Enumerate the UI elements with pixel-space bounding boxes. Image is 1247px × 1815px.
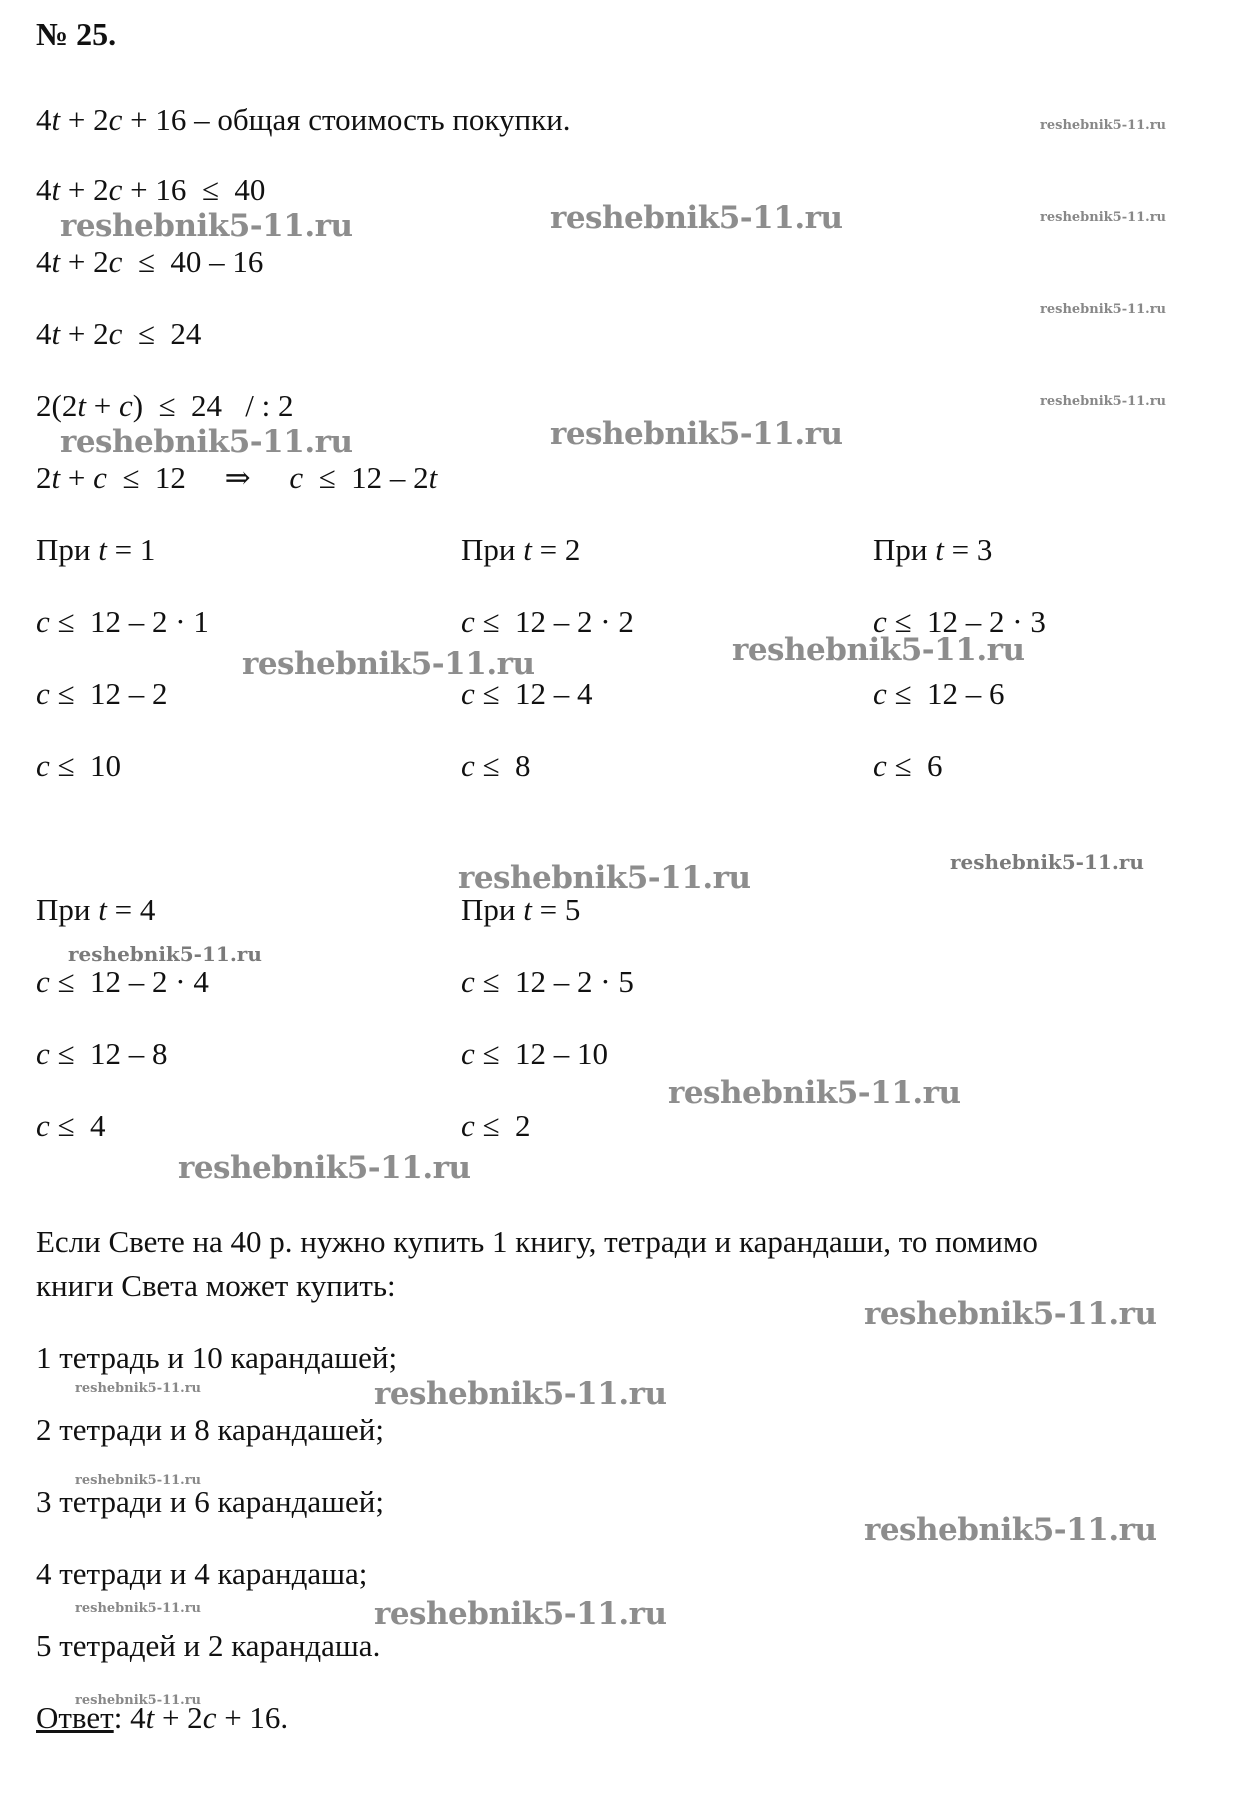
watermark: reshebnik5-11.ru (864, 1296, 1157, 1332)
purchase-option: 3 тетради и 6 карандашей; (36, 1484, 385, 1519)
watermark: reshebnik5-11.ru (1040, 394, 1167, 409)
watermark: reshebnik5-11.ru (1040, 118, 1167, 133)
watermark: reshebnik5-11.ru (75, 1473, 202, 1488)
case-heading: При t = 3 (873, 532, 993, 567)
watermark: reshebnik5-11.ru (550, 416, 843, 452)
case-step: c ≤ 12 – 8 (36, 1036, 168, 1071)
watermark: reshebnik5-11.ru (75, 1381, 202, 1396)
watermark: reshebnik5-11.ru (242, 646, 535, 682)
case-heading: При t = 2 (461, 532, 581, 567)
watermark: reshebnik5-11.ru (374, 1596, 667, 1632)
problem-title: № 25. (36, 16, 117, 52)
case-step: c ≤ 12 – 2 · 4 (36, 964, 209, 999)
watermark: reshebnik5-11.ru (1040, 210, 1167, 225)
case-heading: При t = 1 (36, 532, 156, 567)
answer-label: Ответ (36, 1700, 114, 1735)
purchase-option: 4 тетради и 4 карандаша; (36, 1556, 368, 1591)
watermark: reshebnik5-11.ru (60, 424, 353, 460)
watermark: reshebnik5-11.ru (75, 1601, 202, 1616)
inequality-step-4: 2(2t + c) ≤ 24 / : 2 (36, 388, 294, 423)
total-cost-line: 4t + 2c + 16 – общая стоимость покупки. (36, 102, 571, 137)
inequality-step-1: 4t + 2c + 16 ≤ 40 (36, 172, 266, 207)
watermark: reshebnik5-11.ru (178, 1150, 471, 1186)
case-result: c ≤ 2 (461, 1108, 531, 1143)
case-step: c ≤ 12 – 2 · 2 (461, 604, 634, 639)
case-heading: При t = 4 (36, 892, 156, 927)
purchase-option: 2 тетради и 8 карандашей; (36, 1412, 385, 1447)
inequality-step-5: 2t + c ≤ 12 ⇒ c ≤ 12 – 2t (36, 460, 438, 495)
case-result: c ≤ 8 (461, 748, 531, 783)
watermark: reshebnik5-11.ru (732, 632, 1025, 668)
case-result: c ≤ 6 (873, 748, 943, 783)
inequality-step-3: 4t + 2c ≤ 24 (36, 316, 202, 351)
watermark: reshebnik5-11.ru (374, 1376, 667, 1412)
case-step: c ≤ 12 – 2 · 1 (36, 604, 209, 639)
case-step: c ≤ 12 – 4 (461, 676, 593, 711)
watermark: reshebnik5-11.ru (60, 208, 353, 244)
watermark: reshebnik5-11.ru (864, 1512, 1157, 1548)
purchase-option: 5 тетрадей и 2 карандаша. (36, 1628, 381, 1663)
watermark: reshebnik5-11.ru (1040, 302, 1167, 317)
inequality-step-2: 4t + 2c ≤ 40 – 16 (36, 244, 264, 279)
case-step: c ≤ 12 – 2 · 3 (873, 604, 1046, 639)
watermark: reshebnik5-11.ru (668, 1075, 961, 1111)
case-result: c ≤ 4 (36, 1108, 106, 1143)
case-result: c ≤ 10 (36, 748, 122, 783)
watermark: reshebnik5-11.ru (950, 850, 1144, 874)
watermark: reshebnik5-11.ru (458, 860, 751, 896)
case-step: c ≤ 12 – 6 (873, 676, 1005, 711)
case-step: c ≤ 12 – 2 (36, 676, 168, 711)
purchase-option: 1 тетрадь и 10 карандашей; (36, 1340, 398, 1375)
conclusion-text: Если Свете на 40 р. нужно купить 1 книгу, тетради и карандаши, то помимо (36, 1224, 1038, 1259)
answer-line: Ответ: 4t + 2c + 16. (36, 1700, 289, 1735)
conclusion-text: книги Света может купить: (36, 1268, 396, 1303)
watermark: reshebnik5-11.ru (550, 200, 843, 236)
watermark: reshebnik5-11.ru (68, 942, 262, 966)
case-step: c ≤ 12 – 10 (461, 1036, 609, 1071)
watermark: reshebnik5-11.ru (75, 1693, 202, 1708)
case-step: c ≤ 12 – 2 · 5 (461, 964, 634, 999)
case-heading: При t = 5 (461, 892, 581, 927)
